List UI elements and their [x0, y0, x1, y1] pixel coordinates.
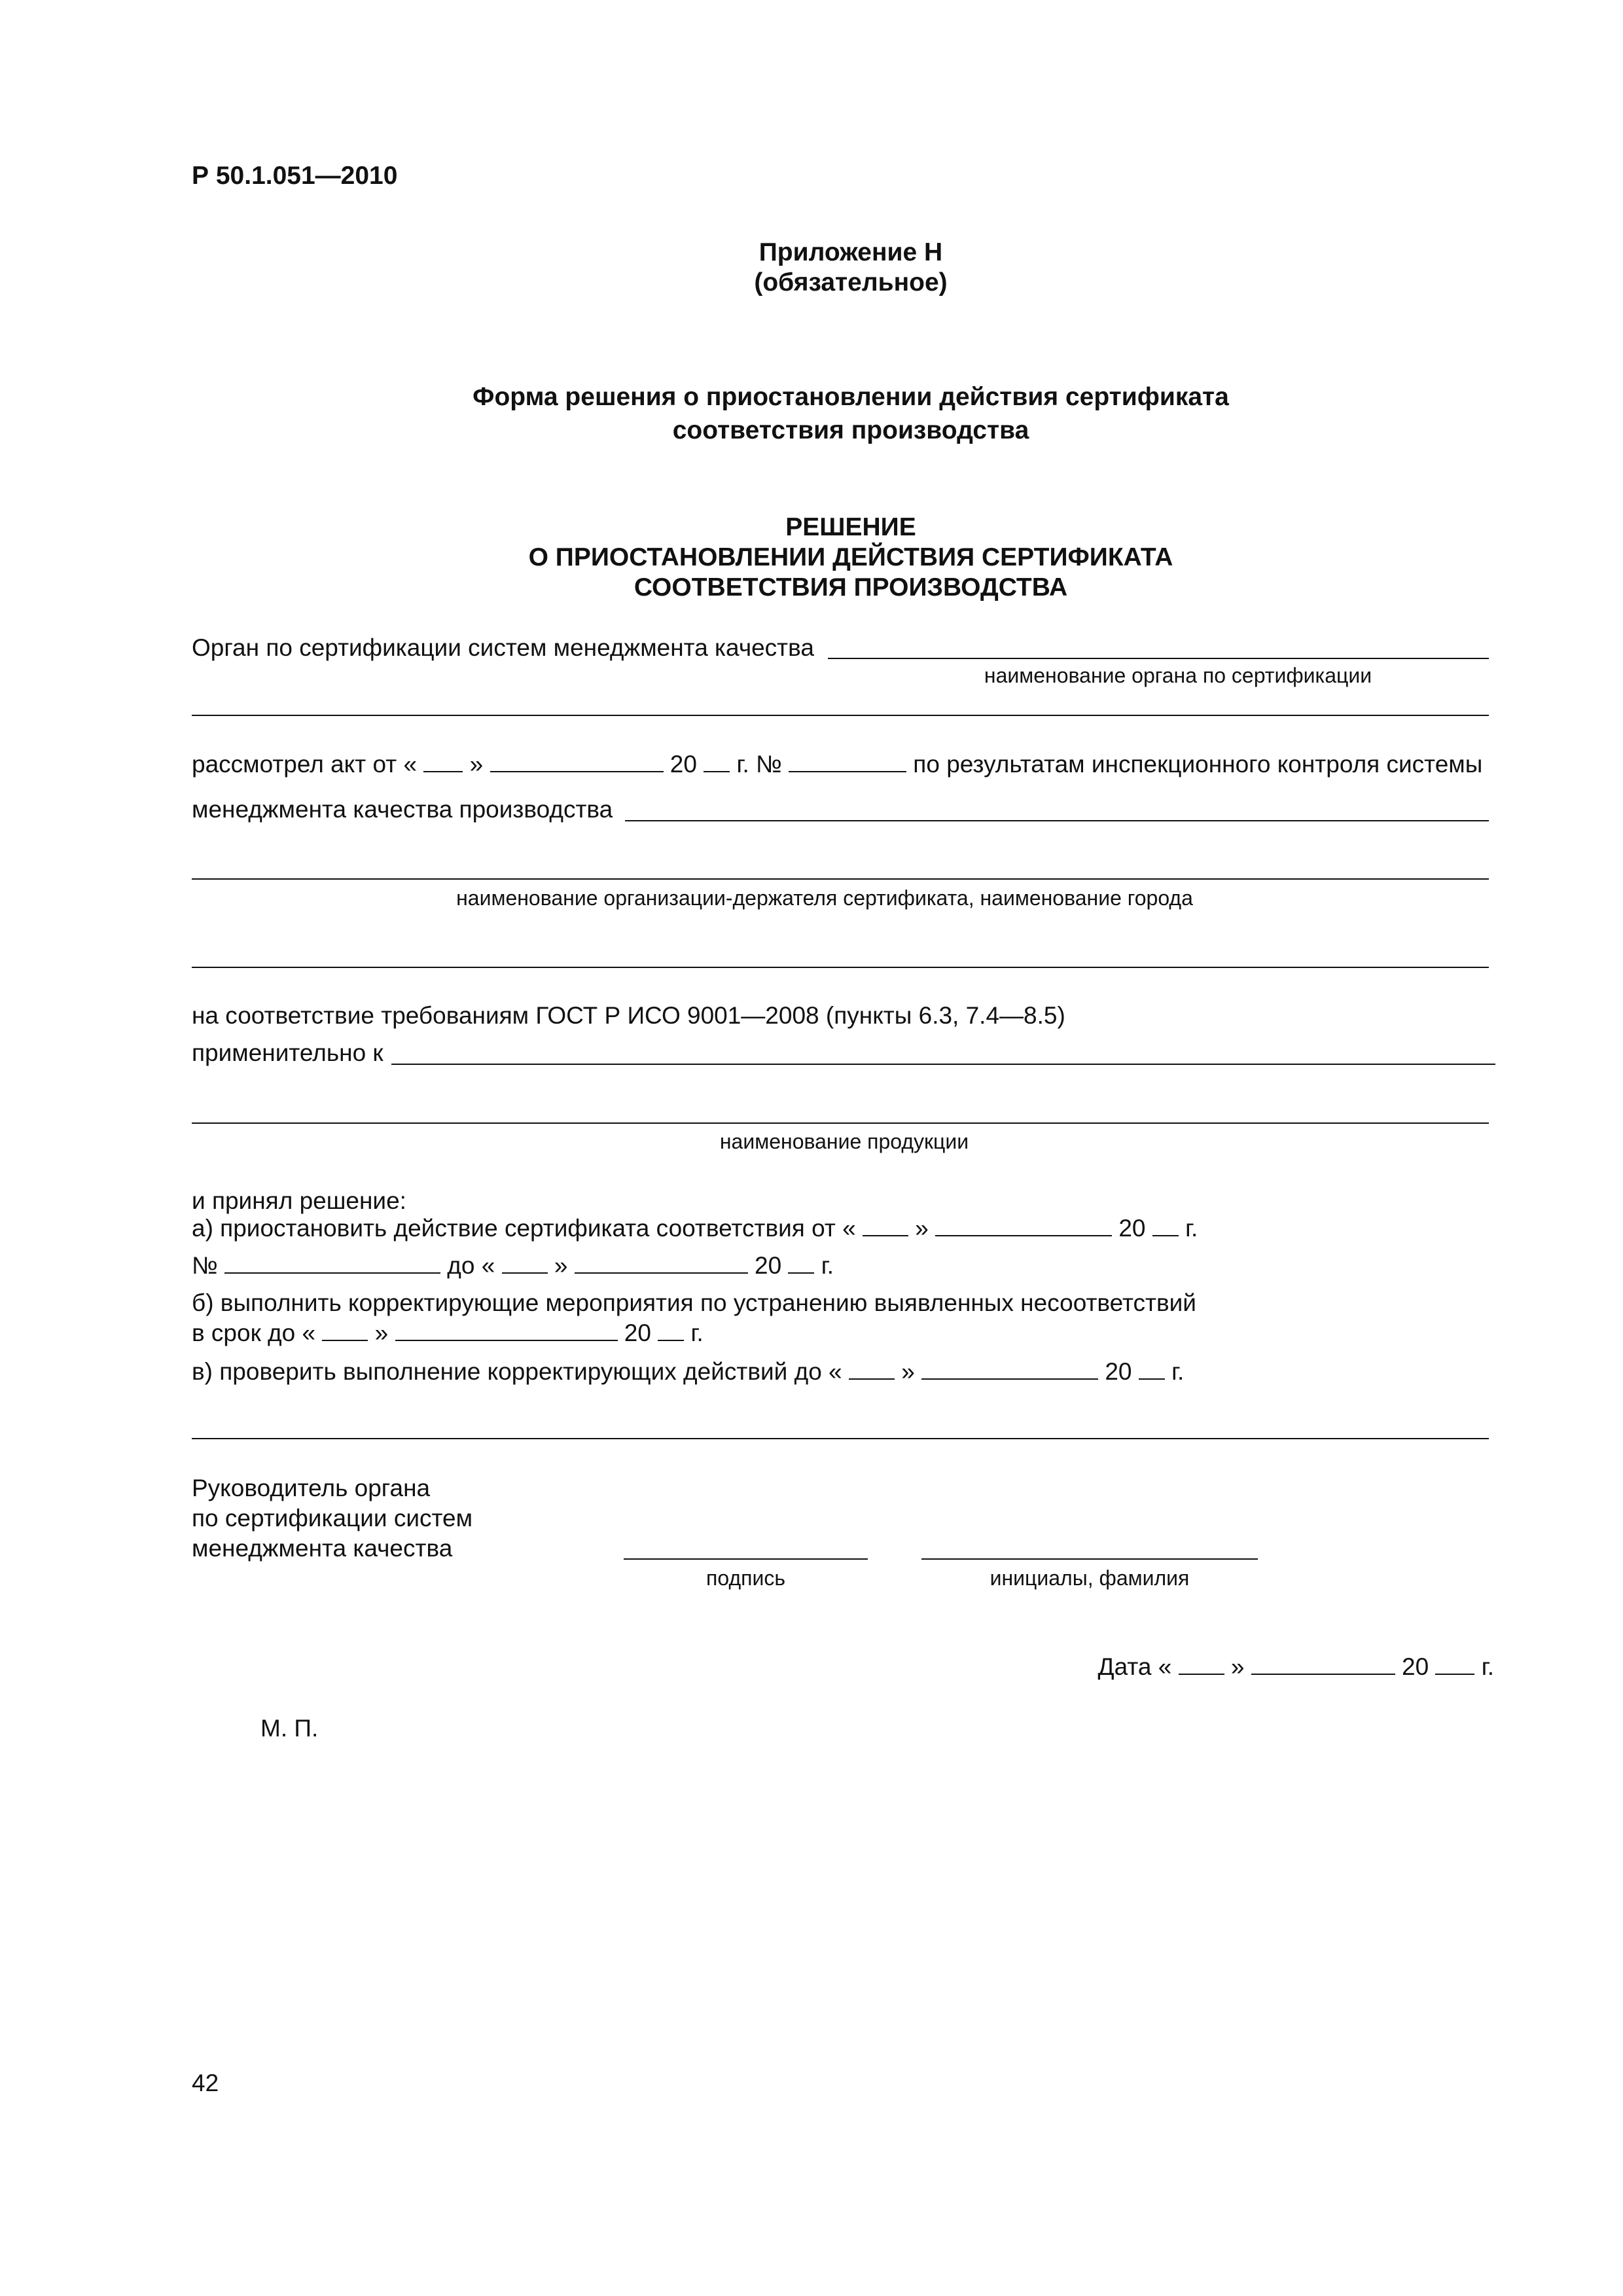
mgmt-label: менеджмента качества производства	[192, 796, 613, 823]
act-month-field[interactable]	[490, 770, 664, 772]
item-b-prefix: в срок до «	[192, 1319, 316, 1346]
item-a-number-field[interactable]	[224, 1272, 440, 1274]
item-v	[192, 1357, 1184, 1387]
date-quote: »	[1230, 1653, 1245, 1680]
item-b-quote: »	[374, 1319, 389, 1346]
act-year-field[interactable]	[704, 770, 730, 772]
item-a-until-quote: »	[554, 1252, 568, 1279]
item-b-g: г.	[690, 1319, 704, 1346]
item-a-year-field[interactable]	[1152, 1234, 1179, 1236]
head-line1: Руководитель органа	[192, 1475, 431, 1501]
item-b-month-field[interactable]	[395, 1339, 618, 1341]
holder-caption: наименование организации-держателя сертификата, наименование города	[456, 886, 1193, 910]
item-a-until-year-field[interactable]	[788, 1272, 814, 1274]
item-v-year-field[interactable]	[1139, 1378, 1165, 1380]
item-a-do-label: до «	[447, 1252, 495, 1279]
initials-surname-field[interactable]	[921, 1558, 1258, 1560]
item-b-day-field[interactable]	[322, 1339, 368, 1341]
act-text-4: г. №	[736, 751, 782, 778]
act-text-1: рассмотрел акт от «	[192, 751, 418, 778]
act-day-field[interactable]	[423, 770, 463, 772]
item-a-until-year-prefix: 20	[755, 1252, 782, 1279]
date-line	[1098, 1652, 1494, 1682]
item-a-month-field[interactable]	[935, 1234, 1112, 1236]
product-caption: наименование продукции	[719, 1130, 969, 1153]
item-a-prefix: а) приостановить действие сертификата соответствия от «	[192, 1215, 856, 1242]
organ-caption: наименование органа по сертификации	[984, 664, 1372, 687]
act-text-2: »	[469, 751, 484, 778]
form-title-line1: Форма решения о приостановлении действия сертификата	[473, 383, 1229, 411]
date-prefix: Дата «	[1097, 1653, 1172, 1680]
item-v-quote: »	[901, 1358, 915, 1385]
signature-caption: подпись	[706, 1566, 785, 1590]
decision-heading-line2: О ПРИОСТАНОВЛЕНИИ ДЕЙСТВИЯ СЕРТИФИКАТА	[528, 543, 1173, 571]
mgmt-production-field[interactable]	[625, 820, 1489, 821]
appendix-status: (обязательное)	[754, 268, 948, 296]
item-a-number	[192, 1251, 834, 1281]
organ-name-field-continued[interactable]	[192, 715, 1489, 716]
date-day-field[interactable]	[1179, 1673, 1224, 1675]
item-a-g: г.	[1185, 1215, 1198, 1242]
item-v-month-field[interactable]	[921, 1378, 1098, 1380]
applicable-field[interactable]	[391, 1064, 1495, 1065]
decision-heading-line3: СООТВЕТСТВИЯ ПРОИЗВОДСТВА	[633, 573, 1068, 601]
act-line	[192, 749, 1482, 780]
date-year-field[interactable]	[1435, 1673, 1474, 1675]
organ-label: Орган по сертификации систем менеджмента качества	[192, 634, 814, 661]
gost-line: на соответствие требованиям ГОСТ Р ИСО 9001—2008 (пункты 6.3, 7.4—8.5)	[192, 1002, 1065, 1029]
stamp-mark: М. П.	[260, 1715, 319, 1742]
item-a-until-month-field[interactable]	[575, 1272, 748, 1274]
date-year-prefix: 20	[1402, 1653, 1429, 1680]
holder-name-field-continued[interactable]	[192, 967, 1489, 968]
item-b-deadline	[192, 1318, 704, 1348]
document-number: Р 50.1.051—2010	[192, 162, 398, 190]
item-a-until-day-field[interactable]	[502, 1272, 548, 1274]
item-a-no-label: №	[192, 1252, 218, 1279]
item-a	[192, 1213, 1198, 1244]
item-a-until-g: г.	[821, 1252, 834, 1279]
item-b-year-field[interactable]	[658, 1339, 684, 1341]
form-title-line2: соответствия производства	[672, 416, 1029, 444]
item-v-day-field[interactable]	[849, 1378, 895, 1380]
item-v-g: г.	[1171, 1358, 1185, 1385]
item-a-year-prefix: 20	[1118, 1215, 1146, 1242]
decision-heading-line1: РЕШЕНИЕ	[785, 513, 916, 541]
act-text-3: 20	[669, 751, 697, 778]
holder-name-field[interactable]	[192, 878, 1489, 880]
item-a-quote: »	[915, 1215, 929, 1242]
item-a-day-field[interactable]	[863, 1234, 908, 1236]
signature-field[interactable]	[624, 1558, 868, 1560]
product-name-field[interactable]	[192, 1122, 1489, 1124]
initials-surname-caption: инициалы, фамилия	[990, 1566, 1190, 1590]
item-b-year-prefix: 20	[624, 1319, 651, 1346]
item-v-prefix: в) проверить выполнение корректирующих действий до «	[192, 1358, 842, 1385]
page-number: 42	[192, 2070, 219, 2096]
date-g: г.	[1481, 1653, 1494, 1680]
date-month-field[interactable]	[1251, 1673, 1395, 1675]
head-line3: менеджмента качества	[192, 1535, 453, 1562]
applicable-label: применительно к	[192, 1039, 383, 1066]
act-text-5: по результатам инспекционного контроля системы	[913, 751, 1483, 778]
appendix-title: Приложение Н	[758, 238, 943, 266]
head-line2: по сертификации систем	[192, 1505, 473, 1532]
separator-line	[192, 1438, 1489, 1439]
item-v-year-prefix: 20	[1105, 1358, 1132, 1385]
item-b-line1: б) выполнить корректирующие мероприятия по устранению выявленных несоответствий	[192, 1289, 1196, 1316]
organ-name-field[interactable]	[828, 658, 1489, 659]
decision-intro: и принял решение:	[192, 1187, 406, 1214]
act-number-field[interactable]	[789, 770, 906, 772]
